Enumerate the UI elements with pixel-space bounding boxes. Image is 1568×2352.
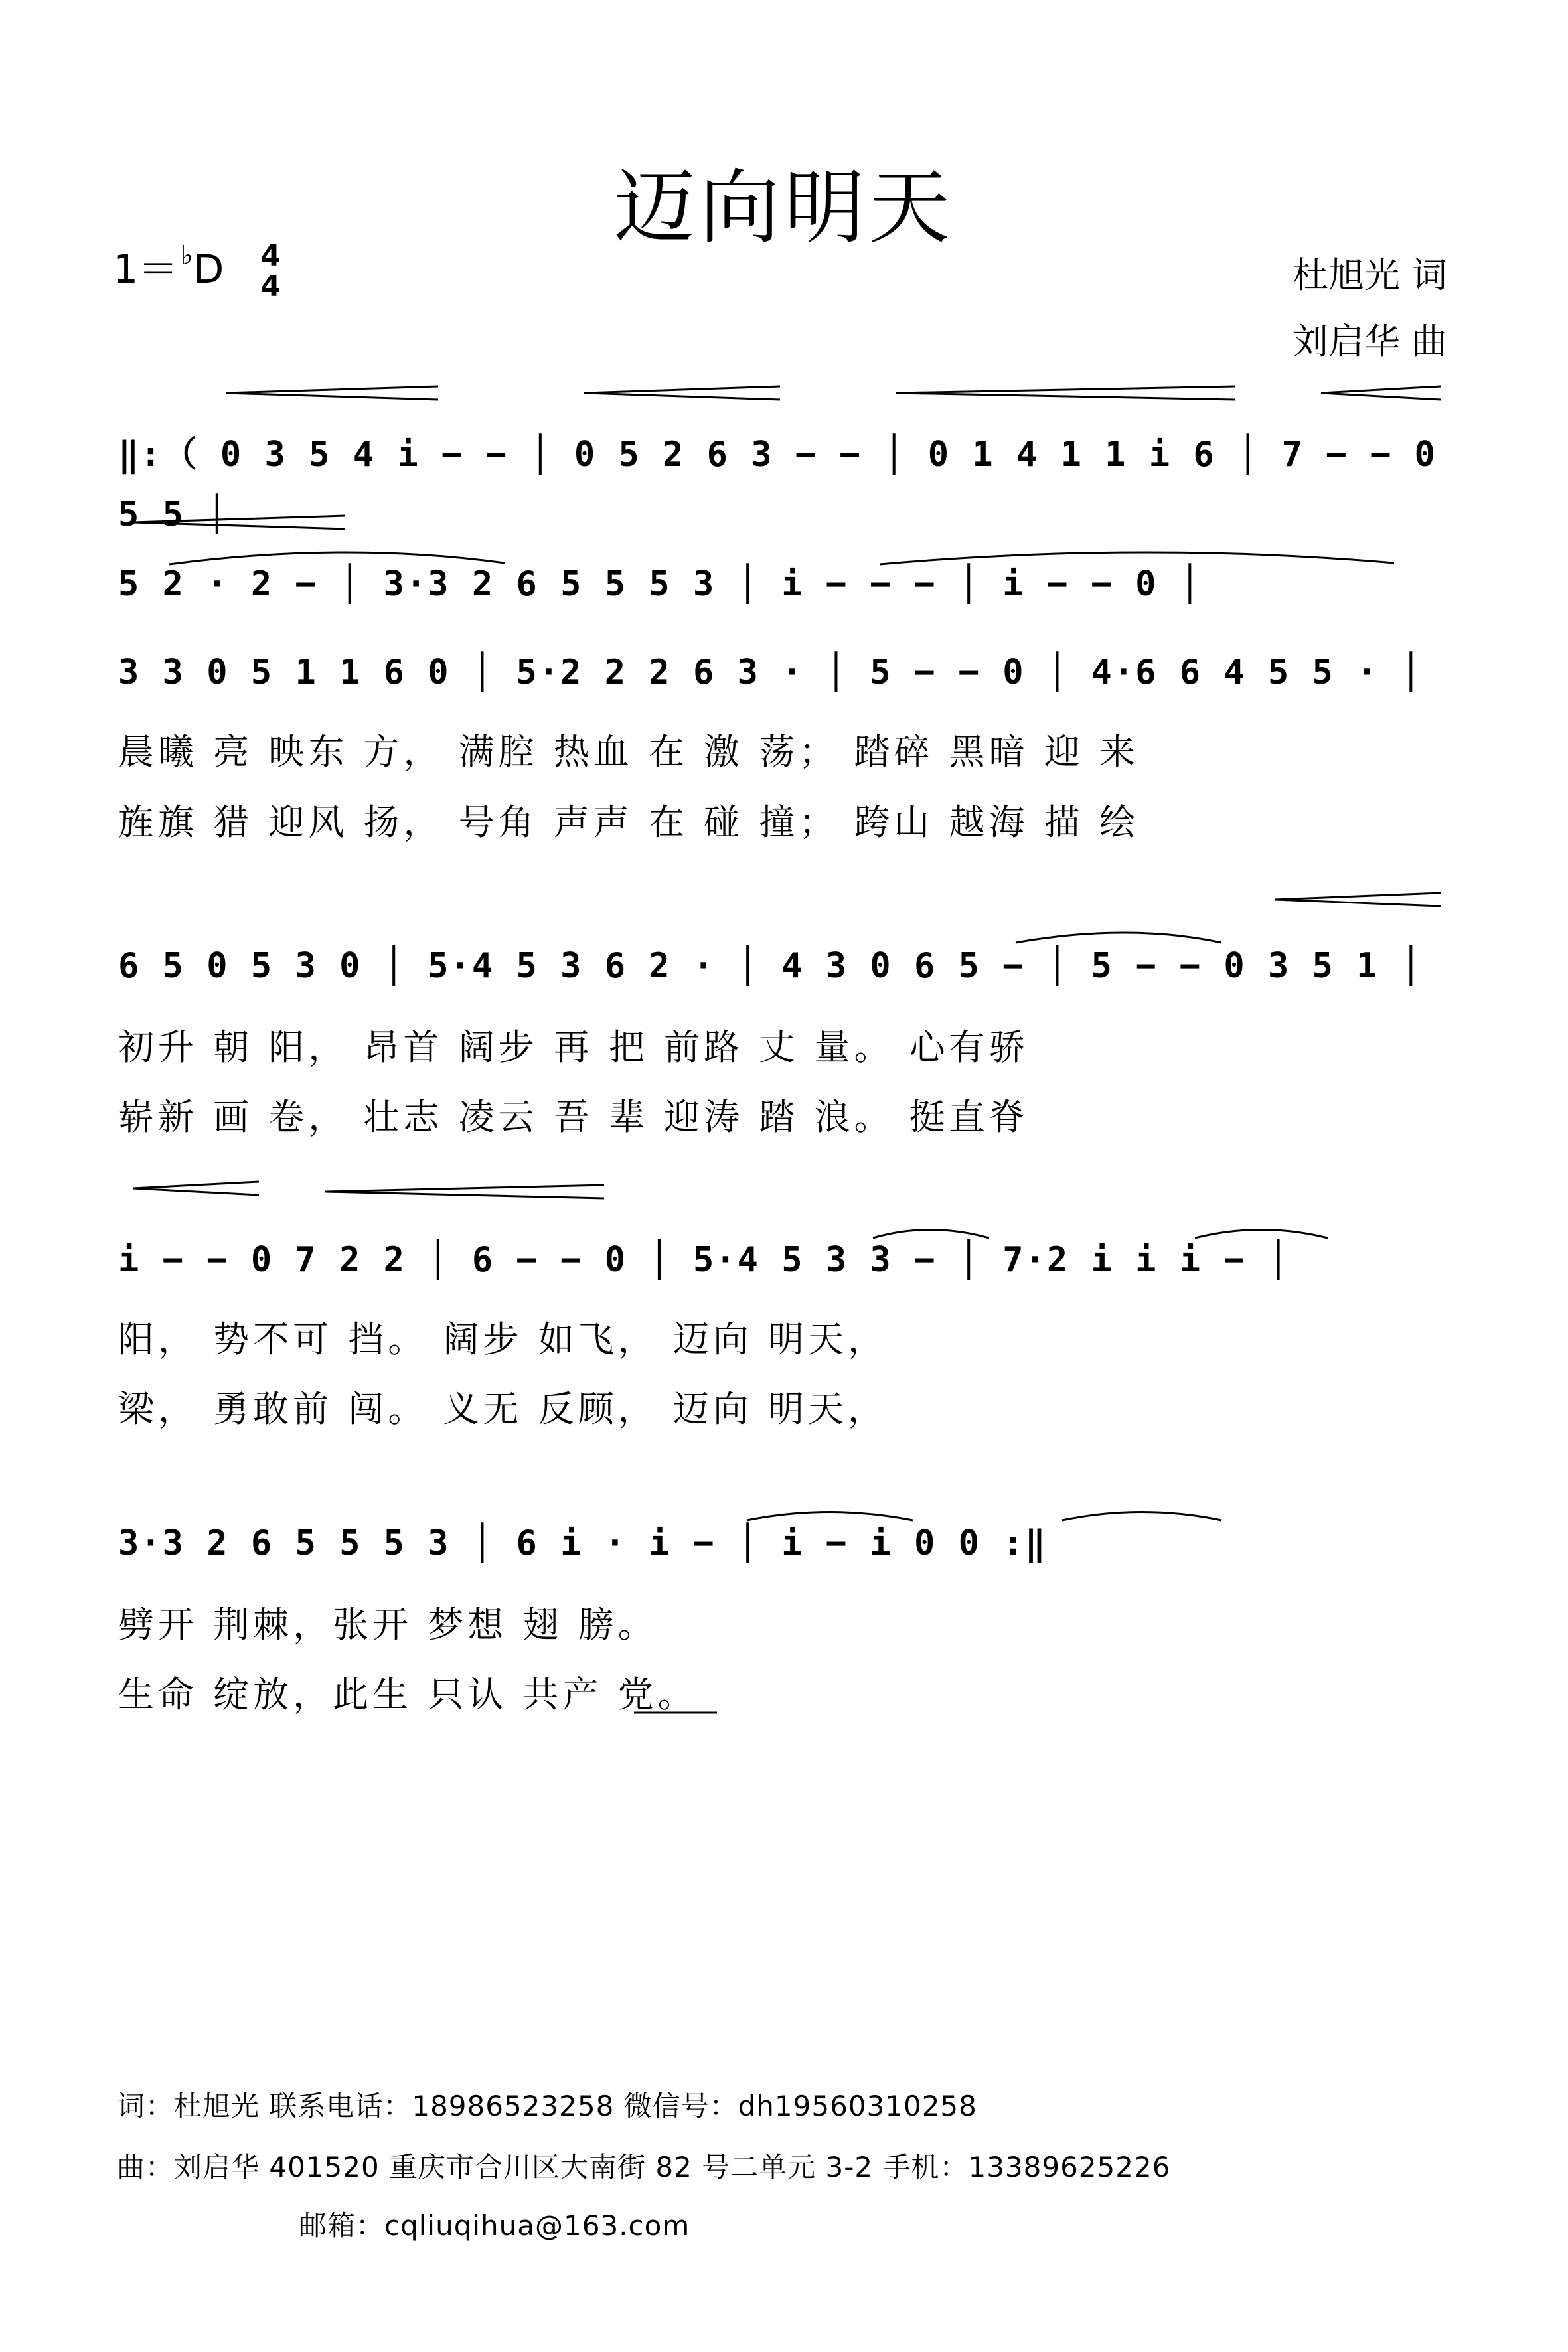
slur xyxy=(169,552,505,564)
meter-top: 4 xyxy=(260,239,281,274)
crescendo-hairpin xyxy=(133,516,345,529)
footer-email: 邮箱：cqliuqihua@163.com xyxy=(299,2209,690,2242)
slur xyxy=(1195,1230,1328,1239)
crescendo-hairpin xyxy=(133,1182,259,1195)
lyric-verse-1: 初升 朝 阳， 昂首 阔步 再 把 前路 丈 量。 心有骄 xyxy=(118,1026,1029,1068)
meter-bottom: 4 xyxy=(260,270,281,304)
notation-line: ‖:（ 0 3 5 4 i − − │ 0 5 2 6 3 − − │ 0 1 4 1 1 i 6 │ 7 − − 0 5 5 │ xyxy=(118,435,1437,534)
notation-line: 3·3 2 6 5 5 5 3 │ 6 i · i − │ i − i 0 0 :‖ xyxy=(118,1524,1047,1563)
crescendo-hairpin xyxy=(226,386,438,400)
notation-line: 5 2 · 2 − │ 3·3 2 6 5 5 5 3 │ i − − − │ i − − 0 │ xyxy=(118,564,1202,604)
diminuendo-hairpin xyxy=(1275,893,1441,906)
notation-line: 6 5 0 5 3 0 │ 5·4 5 3 6 2 · │ 4 3 0 6 5 − │ 5 − − 0 3 5 1 │ xyxy=(118,946,1423,986)
notation-line: 3 3 0 5 1 1 6 0 │ 5·2 2 2 6 3 · │ 5 − − 0 │ 4·6 6 4 5 5 · │ xyxy=(118,653,1423,692)
lyric-verse-2: 崭新 画 卷， 壮志 凌云 吾 辈 迎涛 踏 浪。 挺直脊 xyxy=(118,1096,1029,1138)
footer-lyricist-contact: 词：杜旭光 联系电话：18986523258 微信号：dh19560310258 xyxy=(117,2090,977,2122)
notation-line: i − − 0 7 2 2 │ 6 − − 0 │ 5·4 5 3 3 − │ 7·2 i i i − │ xyxy=(118,1240,1291,1280)
crescendo-hairpin xyxy=(325,1185,604,1198)
slur xyxy=(747,1512,913,1521)
slur xyxy=(873,1230,989,1239)
lyric-verse-1: 阳， 势不可 挡。 阔步 如飞， 迈向 明天， xyxy=(118,1318,888,1360)
lyric-verse-1: 晨曦 亮 映东 方， 满腔 热血 在 激 荡； 踏碎 黑暗 迎 来 xyxy=(118,731,1139,773)
crescendo-hairpin xyxy=(584,386,780,400)
lyric-verse-2: 旌旗 猎 迎风 扬， 号角 声声 在 碰 撞； 跨山 越海 描 绘 xyxy=(118,801,1139,843)
slur xyxy=(1016,933,1221,943)
page-title: 迈向明天 xyxy=(614,161,954,255)
footer-composer-contact: 曲：刘启华 401520 重庆市合川区大南街 82 号二单元 3-2 手机：13389625226 xyxy=(117,2151,1171,2183)
slur xyxy=(1062,1512,1221,1521)
crescendo-hairpin xyxy=(896,386,1235,400)
key-tonic: D xyxy=(193,246,224,293)
lyric-verse-2: 梁， 勇敢前 闯。 义无 反顾， 迈向 明天， xyxy=(118,1388,888,1430)
lyricist-credit: 杜旭光 词 xyxy=(1292,254,1447,296)
composer-credit: 刘启华 曲 xyxy=(1292,321,1447,362)
flat-icon: ♭ xyxy=(181,240,194,271)
key-prefix: 1＝ xyxy=(113,246,179,293)
lyric-verse-1: 劈开 荆棘，张开 梦想 翅 膀。 xyxy=(118,1604,658,1646)
lyric-verse-2: 生命 绽放，此生 只认 共产 党。 xyxy=(118,1674,698,1715)
diminuendo-hairpin xyxy=(1321,386,1441,400)
slur xyxy=(880,552,1394,564)
